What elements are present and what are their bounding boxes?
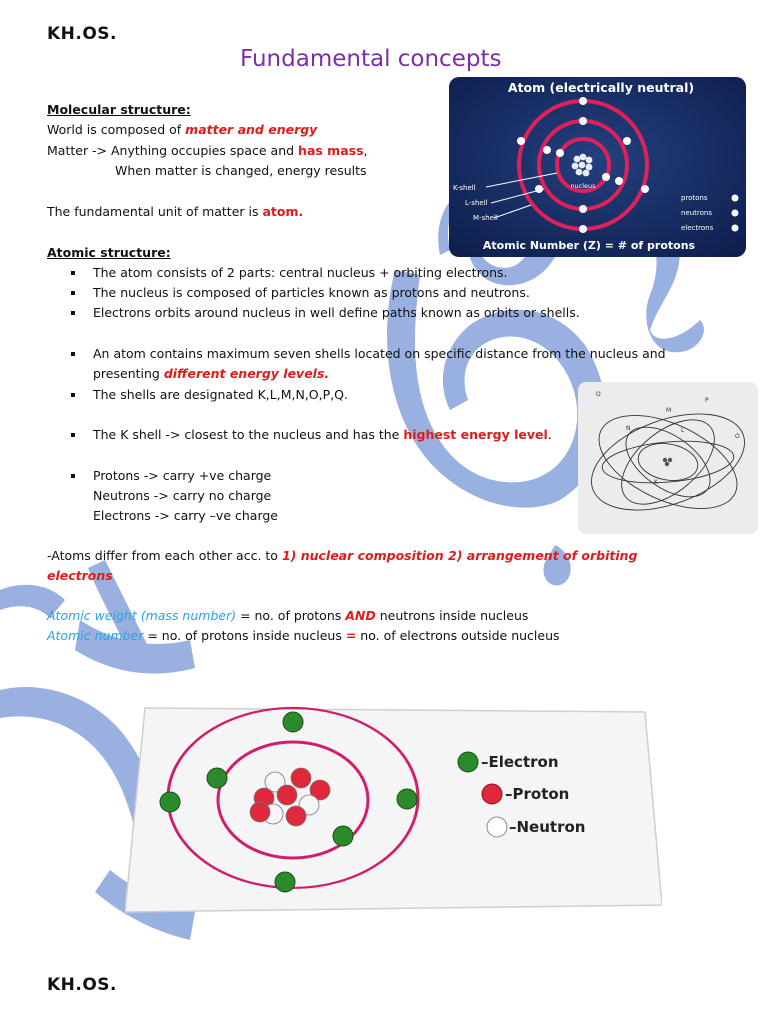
- page-title: Fundamental concepts: [240, 46, 502, 72]
- atoms-differ-line-1: [47, 546, 638, 566]
- molecular-line-2-comma: ,: [363, 143, 368, 158]
- m-shell-label: M-shell: [473, 214, 498, 222]
- neutrons-charge: Neutrons -> carry no charge: [93, 488, 272, 503]
- energy-levels-highlight: different energy levels.: [163, 366, 330, 381]
- has-mass-highlight: has mass: [298, 143, 364, 158]
- molecular-line-1-text: World is composed of: [47, 122, 186, 137]
- shell-label-n: N: [626, 425, 631, 432]
- author-footer: KH.OS.: [47, 975, 118, 995]
- atomic-bullet-1: The atom consists of 2 parts: central nucleus + orbiting electrons.: [93, 265, 508, 280]
- molecular-line-4-text: The fundamental unit of matter is: [47, 204, 263, 219]
- atomic-bullet-4-line-1: An atom contains maximum seven shells located on specific distance from the nucleus and: [93, 346, 666, 361]
- molecular-line-2-text: Matter -> Anything occupies space and: [47, 143, 299, 158]
- atomic-bullet-6-text: The K shell -> closest to the nucleus and has the: [93, 427, 404, 442]
- atomic-number-caption: Atomic Number (Z) = # of protons: [482, 239, 696, 252]
- atomic-bullet-4-line-2: [93, 364, 329, 384]
- neutron-legend: –Neutron: [509, 818, 586, 836]
- equals-highlight: =: [345, 628, 357, 643]
- atomic-weight-line: [47, 606, 528, 626]
- neutrons-legend: neutrons: [681, 209, 713, 217]
- shell-label-o: O: [596, 391, 601, 398]
- atomic-number-term: Atomic number: [47, 628, 144, 643]
- atomic-bullet-2: The nucleus is composed of particles known as protons and neutrons.: [93, 285, 530, 300]
- electrons-charge: Electrons -> carry –ve charge: [93, 508, 278, 523]
- bullet-marker: [71, 291, 75, 295]
- atomic-weight-text-1: = no. of protons: [236, 608, 346, 623]
- nucleus-label: nucleus: [570, 182, 596, 190]
- author-header: KH.OS.: [47, 24, 118, 44]
- shell-label-k: K: [654, 479, 658, 486]
- bullet-marker: [71, 393, 75, 397]
- k-shell-label: K-shell: [453, 184, 476, 192]
- atomic-heading: Atomic structure:: [47, 245, 171, 260]
- atomic-bullet-4-text: presenting: [93, 366, 164, 381]
- atom-diagram-title: Atom (electrically neutral): [507, 80, 695, 95]
- atomic-number-line: [47, 626, 560, 646]
- atomic-bullet-5: The shells are designated K,L,M,N,O,P,Q.: [93, 387, 348, 402]
- atomic-weight-term: Atomic weight (mass number): [47, 608, 237, 623]
- protons-charge: Protons -> carry +ve charge: [93, 468, 272, 483]
- atomic-number-text-1: = no. of protons inside nucleus: [143, 628, 346, 643]
- atomic-number-text-2: no. of electrons outside nucleus: [356, 628, 560, 643]
- bullet-marker: [71, 311, 75, 315]
- atoms-differ-line-2: electrons: [47, 568, 113, 583]
- bullet-marker: [71, 352, 75, 356]
- bullet-marker: [71, 271, 75, 275]
- atomic-bullet-6: [93, 425, 552, 445]
- proton-legend: –Proton: [505, 785, 570, 803]
- electrons-legend: electrons: [681, 224, 714, 232]
- atomic-weight-text-2: neutrons inside nucleus: [375, 608, 529, 623]
- molecular-heading: Molecular structure:: [47, 102, 191, 117]
- shell-label-l: L: [681, 427, 685, 434]
- highest-energy-highlight: highest energy level: [403, 427, 548, 442]
- and-highlight: AND: [345, 608, 376, 623]
- atom-highlight: atom.: [262, 204, 304, 219]
- bullet-marker: [71, 433, 75, 437]
- molecular-line-1: [47, 120, 317, 140]
- atomic-bullet-6-period: .: [547, 427, 552, 442]
- shell-label-m: M: [666, 407, 672, 414]
- matter-energy-highlight: matter and energy: [185, 122, 318, 137]
- bullet-marker: [71, 474, 75, 478]
- atomic-bullet-3: Electrons orbits around nucleus in well define paths known as orbits or shells.: [93, 305, 580, 320]
- atoms-differ-text: -Atoms differ from each other acc. to: [47, 548, 282, 563]
- molecular-line-2: [47, 141, 368, 161]
- electron-legend: –Electron: [481, 753, 559, 771]
- shell-label-p: P: [705, 397, 709, 404]
- shell-label-o2: O: [735, 433, 740, 440]
- molecular-line-4: [47, 202, 303, 222]
- nuclear-composition-highlight: 1) nuclear composition 2) arrangement of orbiting: [281, 548, 638, 563]
- protons-legend: protons: [681, 194, 708, 202]
- molecular-line-3: When matter is changed, energy results: [115, 163, 367, 178]
- l-shell-label: L-shell: [465, 199, 488, 207]
